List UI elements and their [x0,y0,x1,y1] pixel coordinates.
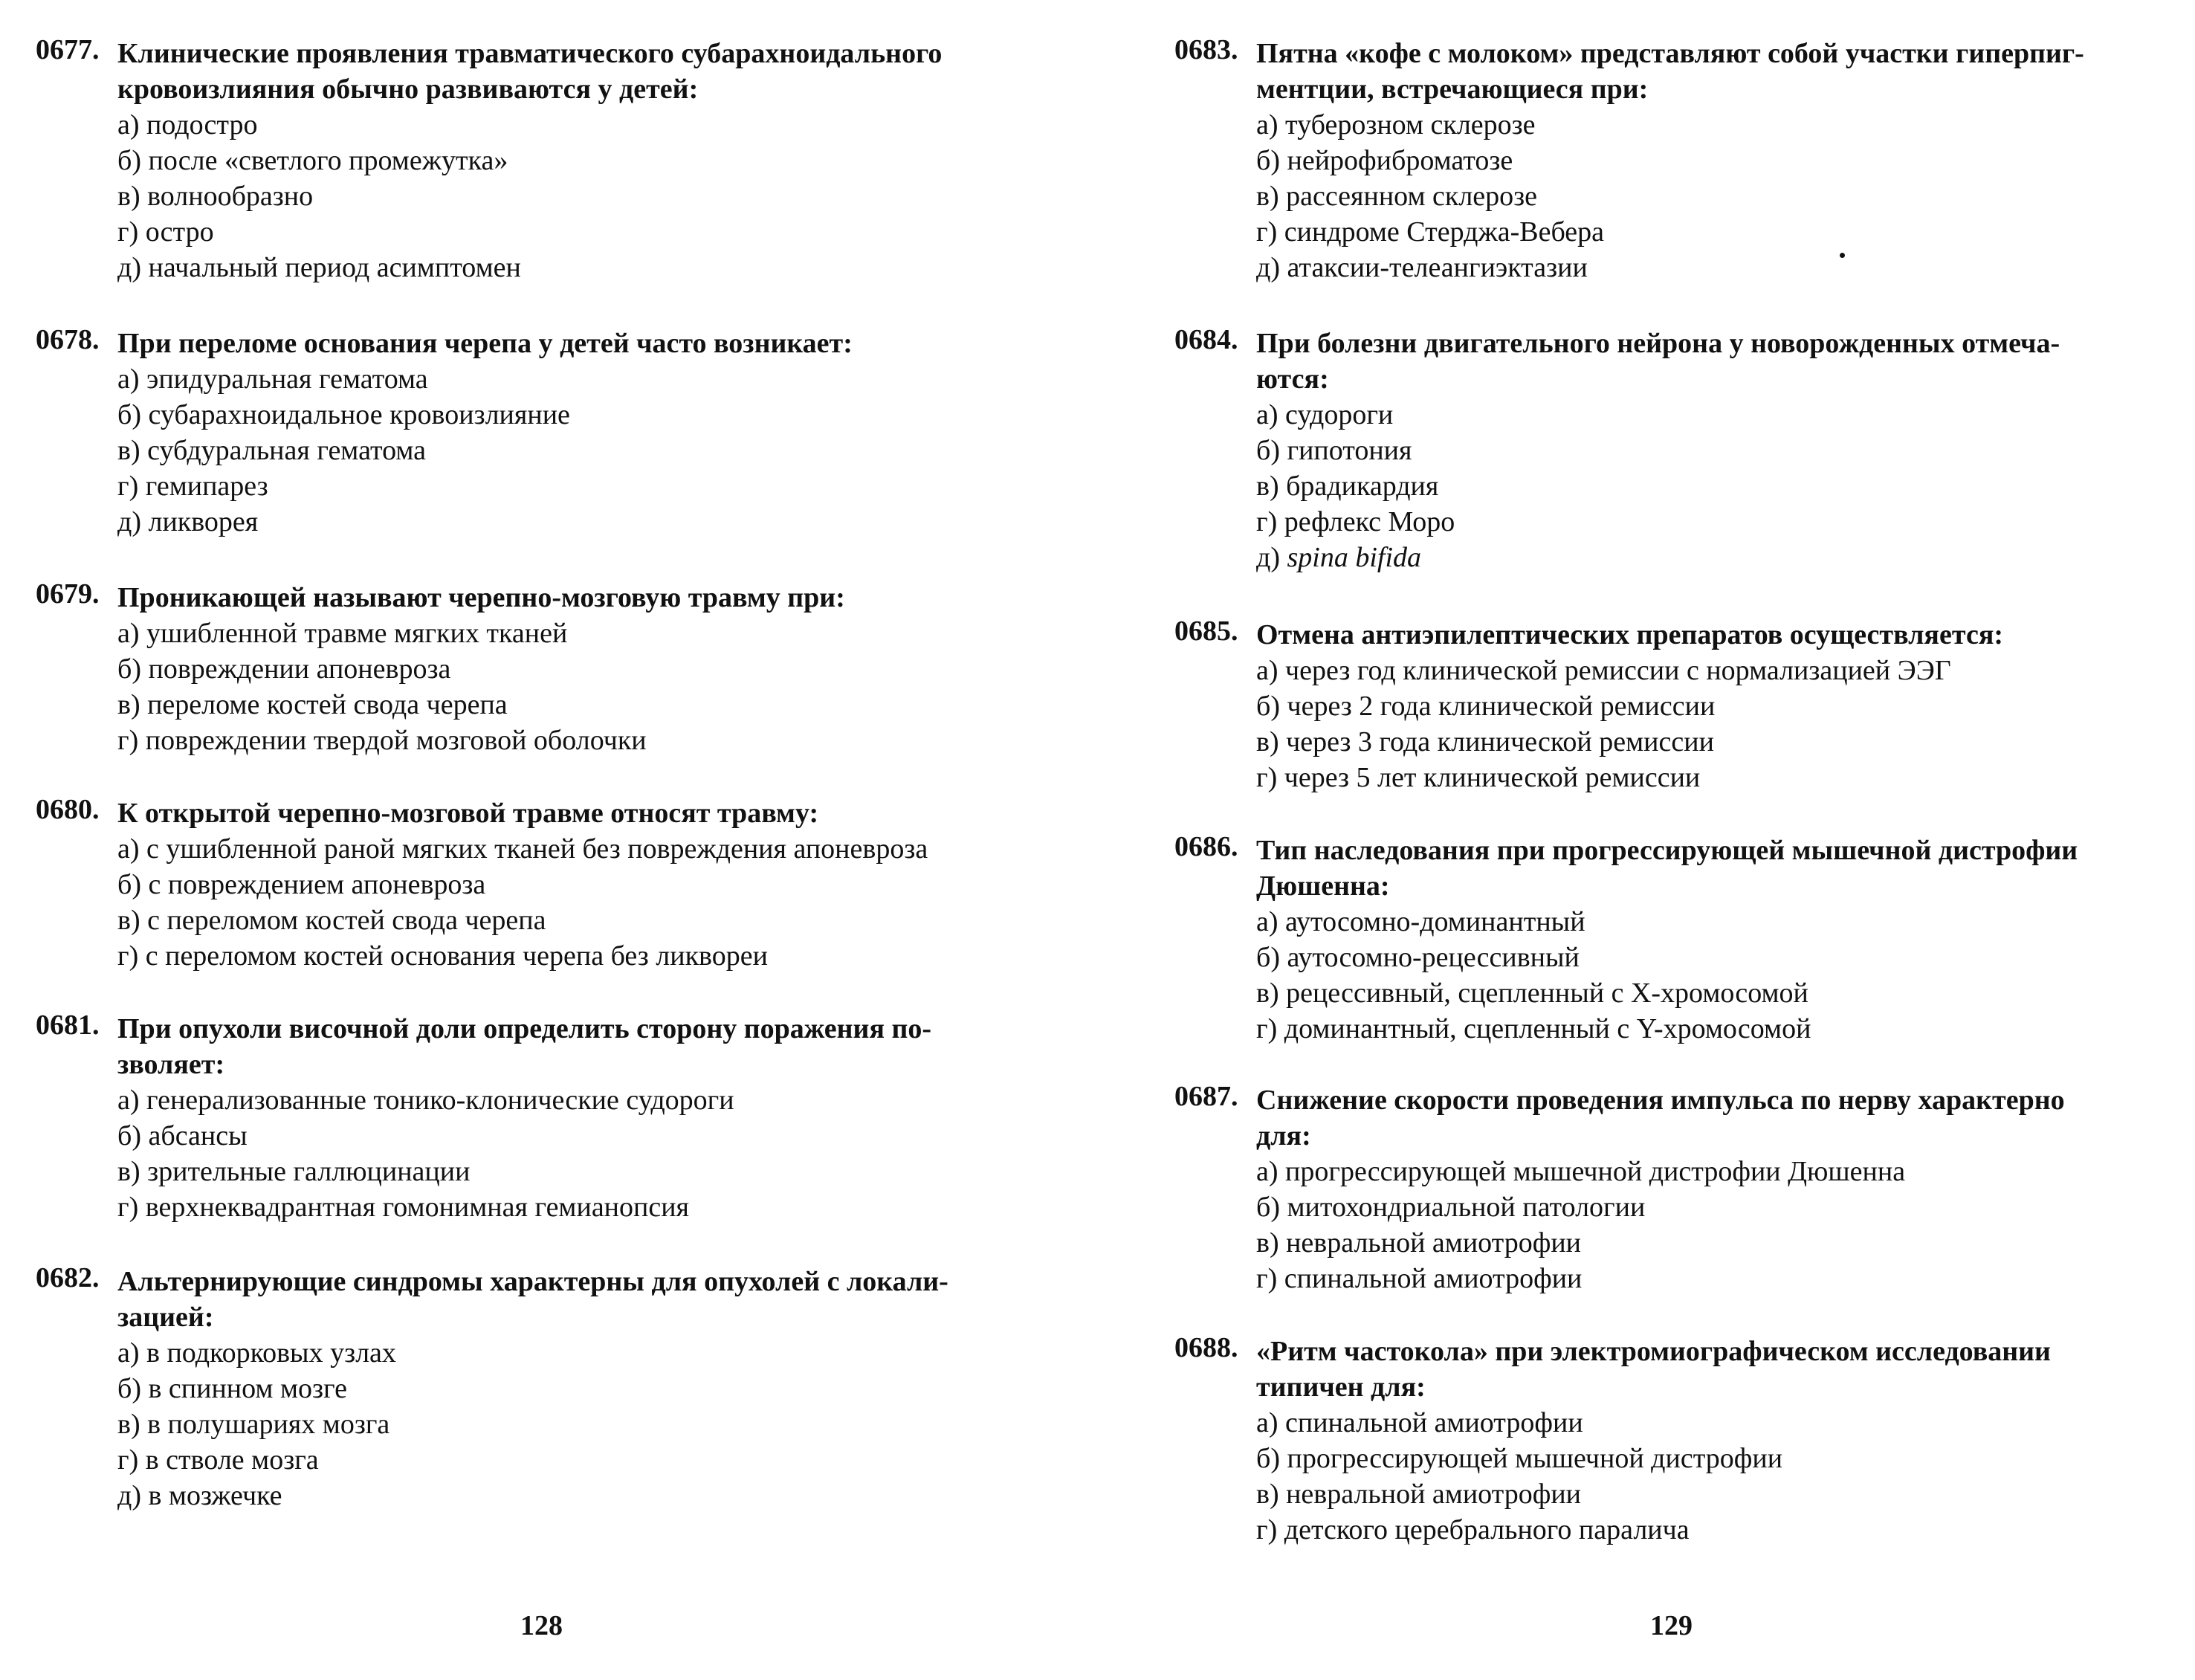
question-text-line: К открытой черепно-мозговой травме относят травму: [117,798,819,829]
question-text-line: «Ритм частокола» при электромиографическом исследовании [1256,1336,2051,1367]
answer-option: б) повреждении апоневроза [117,653,451,685]
right-page [1097,0,2195,1680]
answer-option: а) через год клинической ремиссии с нормализацией ЭЭГ [1256,655,1951,686]
question-text-line: Альтернирующие синдромы характерны для опухолей с локали- [117,1266,948,1297]
answer-option: д) атаксии-телеангиэктазии [1256,252,1588,283]
answer-options [36,1335,948,1513]
question-number: 0684. [1174,324,1238,355]
answer-options [36,616,845,758]
question-text-line: зволяет: [117,1049,225,1080]
option-italic-text: spina bifida [1287,542,1422,573]
question-text-line: При болезни двигательного нейрона у новорожденных отмеча- [1256,328,2060,359]
answer-option: б) в спинном мозге [117,1373,347,1404]
answer-option: в) невральной амиотрофии [1256,1479,1582,1510]
answer-option: г) в стволе мозга [117,1444,319,1476]
answer-options [1174,1154,2065,1296]
page-number: 128 [520,1610,563,1641]
answer-option: в) переломе костей свода черепа [117,689,508,720]
question-text-line: зацией: [117,1302,214,1333]
answer-option: г) остро [117,216,214,248]
answer-option: а) в подкорковых узлах [117,1337,396,1369]
page-number: 129 [1650,1610,1693,1641]
question-heading [36,326,853,361]
answer-option: а) туберозном склерозе [1256,109,1536,140]
answer-options [36,107,942,285]
answer-option: а) с ушибленной раной мягких тканей без повреждения апоневроза [117,833,928,865]
question-0685 [1174,617,2003,795]
question-heading [1174,1082,2065,1154]
question-heading [36,1264,948,1335]
answer-option: г) доминантный, сцепленный с Y-хромосомой [1256,1013,1811,1044]
question-number: 0681. [36,1009,100,1041]
left-page [0,0,1097,1680]
question-heading [1174,1334,2051,1405]
question-number: 0686. [1174,831,1238,862]
answer-option: г) повреждении твердой мозговой оболочки [117,725,647,756]
question-text-line: типичен для: [1256,1372,1426,1403]
answer-option: г) верхнеквадрантная гомонимная гемианопсия [117,1192,690,1223]
question-heading [1174,833,2078,904]
answer-option: в) зрительные галлюцинации [117,1156,471,1187]
answer-option: д) в мозжечке [117,1480,282,1511]
answer-options [1174,904,2078,1047]
question-text-line: При опухоли височной доли определить сторону поражения по- [117,1013,932,1044]
answer-option: в) брадикардия [1256,471,1439,502]
answer-option: а) ушибленной травме мягких тканей [117,618,568,649]
question-0687 [1174,1082,2065,1296]
answer-options [1174,107,2084,285]
question-0683 [1174,36,2084,285]
question-text-line: для: [1256,1120,1311,1151]
question-text-line: Отмена антиэпилептических препаратов осуществляется: [1256,619,2004,650]
question-text-line: ментции, встречающиеся при: [1256,74,1649,105]
question-heading [36,36,942,107]
question-number: 0677. [36,34,100,65]
answer-option: а) судороги [1256,399,1394,430]
question-heading [36,580,845,616]
answer-option: в) рецессивный, сцепленный с Х-хромосомой [1256,978,1808,1009]
answer-options [36,1082,931,1225]
answer-option [1174,540,2060,575]
answer-option: б) нейрофиброматозе [1256,145,1513,176]
answer-option: б) с повреждением апоневроза [117,869,486,900]
answer-option: б) митохондриальной патологии [1256,1192,1646,1223]
question-number: 0679. [36,578,100,610]
option-prefix: д) [1256,542,1287,573]
answer-option: а) аутосомно-доминантный [1256,906,1585,937]
answer-option: в) невральной амиотрофии [1256,1227,1582,1259]
answer-options [36,831,928,974]
answer-option: в) через 3 года клинической ремиссии [1256,726,1714,757]
answer-option: б) после «светлого промежутка» [117,145,508,176]
question-heading [1174,617,2003,653]
question-0684 [1174,326,2060,575]
speck-mark [1840,253,1845,258]
question-text-line: Тип наследования при прогрессирующей мышечной дистрофии [1256,835,2078,866]
question-text-line: Снижение скорости проведения импульса по нерву характерно [1256,1085,2065,1116]
question-heading [36,1011,931,1082]
answer-options [1174,1405,2051,1548]
question-0681 [36,1011,931,1225]
answer-option: а) генерализованные тонико-клонические судороги [117,1085,734,1116]
answer-options [36,361,853,540]
answer-option: в) рассеянном склерозе [1256,181,1538,212]
question-text-line: Дюшенна: [1256,870,1390,902]
question-0682 [36,1264,948,1513]
answer-option: а) спинальной амиотрофии [1256,1407,1583,1438]
answer-option: а) эпидуральная гематома [117,364,428,395]
question-number: 0685. [1174,616,1238,647]
question-text-line: Пятна «кофе с молоком» представляют собой участки гиперпиг- [1256,38,2084,69]
answer-option: г) спинальной амиотрофии [1256,1263,1583,1294]
answer-options [1174,653,2003,795]
answer-option: б) через 2 года клинической ремиссии [1256,691,1716,722]
answer-option: в) с переломом костей свода черепа [117,905,546,936]
answer-option: в) в полушариях мозга [117,1409,390,1440]
answer-option: г) с переломом костей основания черепа без ликвореи [117,940,768,972]
answer-options [1174,397,2060,575]
answer-option: а) подостро [117,109,258,140]
question-number: 0687. [1174,1081,1238,1112]
question-number: 0680. [36,794,100,825]
question-0678 [36,326,853,540]
answer-option: г) гемипарез [117,471,268,502]
answer-option: в) субдуральная гематома [117,435,427,466]
question-number: 0678. [36,324,100,355]
question-0680 [36,795,928,974]
question-number: 0688. [1174,1332,1238,1363]
answer-option: б) абсансы [117,1120,248,1151]
answer-option: б) гипотония [1256,435,1412,466]
question-heading [36,795,928,831]
question-heading [1174,326,2060,397]
question-text-line: кровоизлияния обычно развиваются у детей: [117,74,699,105]
question-number: 0682. [36,1262,100,1293]
question-text-line: Клинические проявления травматического субарахноидального [117,38,943,69]
answer-option: г) рефлекс Моро [1256,506,1455,537]
question-0679 [36,580,845,758]
question-text-line: При переломе основания черепа у детей часто возникает: [117,328,853,359]
answer-option: д) ликворея [117,506,259,537]
answer-option: б) прогрессирующей мышечной дистрофии [1256,1443,1783,1474]
question-text-line: Проникающей называют черепно-мозговую травму при: [117,582,845,613]
answer-option: б) аутосомно-рецессивный [1256,942,1580,973]
question-0688 [1174,1334,2051,1548]
answer-option: б) субарахноидальное кровоизлияние [117,399,570,430]
question-number: 0683. [1174,34,1238,65]
answer-option: а) прогрессирующей мышечной дистрофии Дюшенна [1256,1156,1906,1187]
answer-option: г) через 5 лет клинической ремиссии [1256,762,1701,793]
answer-option: г) детского церебрального паралича [1256,1514,1690,1545]
answer-option: г) синдроме Стерджа-Вебера [1256,216,1605,248]
answer-option: д) начальный период асимптомен [117,252,521,283]
question-text-line: ются: [1256,364,1329,395]
question-0686 [1174,833,2078,1047]
question-0677 [36,36,942,285]
question-heading [1174,36,2084,107]
answer-option: в) волнообразно [117,181,314,212]
